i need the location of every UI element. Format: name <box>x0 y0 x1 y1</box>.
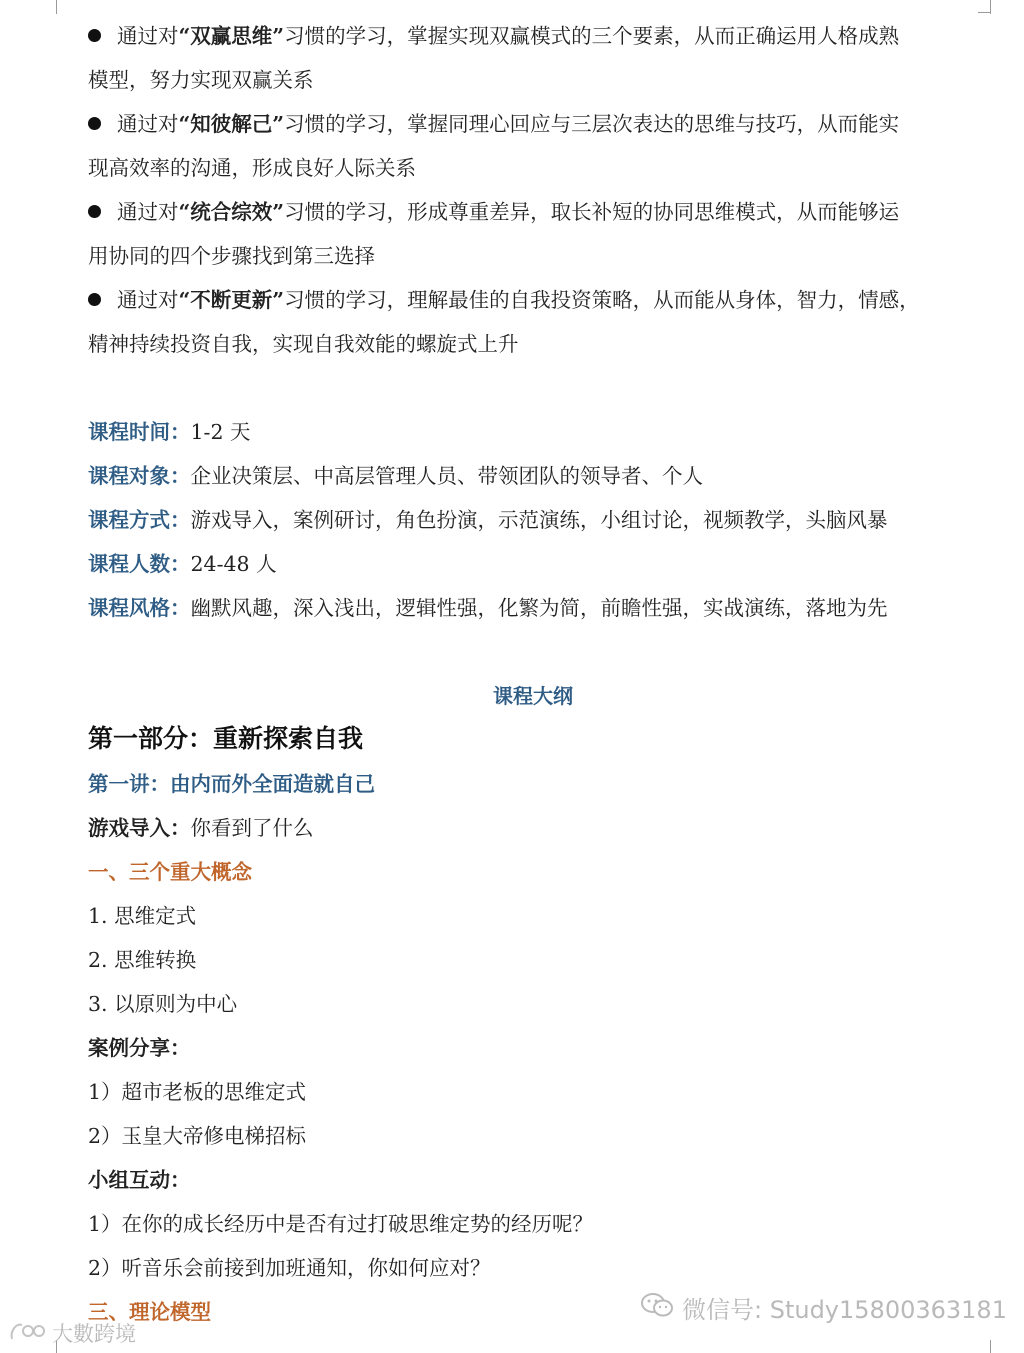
part-heading: 第一部分：重新探索自我 <box>88 724 364 753</box>
bullet-item: 通过对“双赢思维”习惯的学习，掌握实现双赢模式的三个要素，从而正确运用人格成熟 <box>88 21 899 51</box>
group-label: 小组互动： <box>88 1168 191 1192</box>
wechat-icon <box>640 1291 674 1325</box>
crop-mark <box>56 0 57 14</box>
site-watermark: 大數跨境 <box>8 1318 136 1348</box>
info-audience: 课程对象：企业决策层、中高层管理人员、带领团队的领导者、个人 <box>88 464 703 488</box>
crop-mark <box>990 1340 991 1353</box>
info-size: 课程人数：24-48 人 <box>88 552 277 576</box>
list-item: 2）玉皇大帝修电梯招标 <box>88 1124 307 1148</box>
crop-mark <box>978 12 990 13</box>
bullet-dot-icon <box>88 117 101 130</box>
list-item: 2. 思维转换 <box>88 948 197 972</box>
info-method: 课程方式：游戏导入，案例研讨，角色扮演，示范演练，小组讨论，视频教学，头脑风暴 <box>88 508 888 532</box>
game-intro: 游戏导入：你看到了什么 <box>88 816 314 840</box>
section-heading: 三、理论模型 <box>88 1300 211 1324</box>
bullet-item: 通过对“不断更新”习惯的学习，理解最佳的自我投资策略，从而能从身体，智力，情感， <box>88 285 920 315</box>
bullet-item: 通过对“统合综效”习惯的学习，形成尊重差异，取长补短的协同思维模式，从而能够运 <box>88 197 899 227</box>
bullet-dot-icon <box>88 205 101 218</box>
info-style: 课程风格：幽默风趣，深入浅出，逻辑性强，化繁为简，前瞻性强，实战演练，落地为先 <box>88 596 888 620</box>
wechat-watermark: 微信号: Study15800363181 <box>640 1290 1007 1325</box>
crop-mark <box>990 0 991 14</box>
bullet-dot-icon <box>88 29 101 42</box>
bullet-continuation: 用协同的四个步骤找到第三选择 <box>88 244 375 268</box>
list-item: 3. 以原则为中心 <box>88 992 238 1016</box>
bullet-continuation: 模型，努力实现双赢关系 <box>88 68 314 92</box>
list-item: 1）在你的成长经历中是否有过打破思维定势的经历呢？ <box>88 1212 594 1236</box>
list-item: 1）超市老板的思维定式 <box>88 1080 307 1104</box>
bullet-dot-icon <box>88 293 101 306</box>
case-label: 案例分享： <box>88 1036 191 1060</box>
list-item: 2）听音乐会前接到加班通知，你如何应对？ <box>88 1256 491 1280</box>
bullet-continuation: 精神持续投资自我，实现自我效能的螺旋式上升 <box>88 332 519 356</box>
bullet-item: 通过对“知彼解己”习惯的学习，掌握同理心回应与三层次表达的思维与技巧，从而能实 <box>88 109 899 139</box>
logo-icon <box>8 1319 48 1348</box>
lecture-heading: 第一讲：由内而外全面造就自己 <box>88 772 375 796</box>
section-heading: 一、三个重大概念 <box>88 860 252 884</box>
outline-title: 课程大纲 <box>493 684 573 708</box>
list-item: 1. 思维定式 <box>88 904 197 928</box>
bullet-continuation: 现高效率的沟通，形成良好人际关系 <box>88 156 416 180</box>
info-time: 课程时间：1-2 天 <box>88 420 251 444</box>
